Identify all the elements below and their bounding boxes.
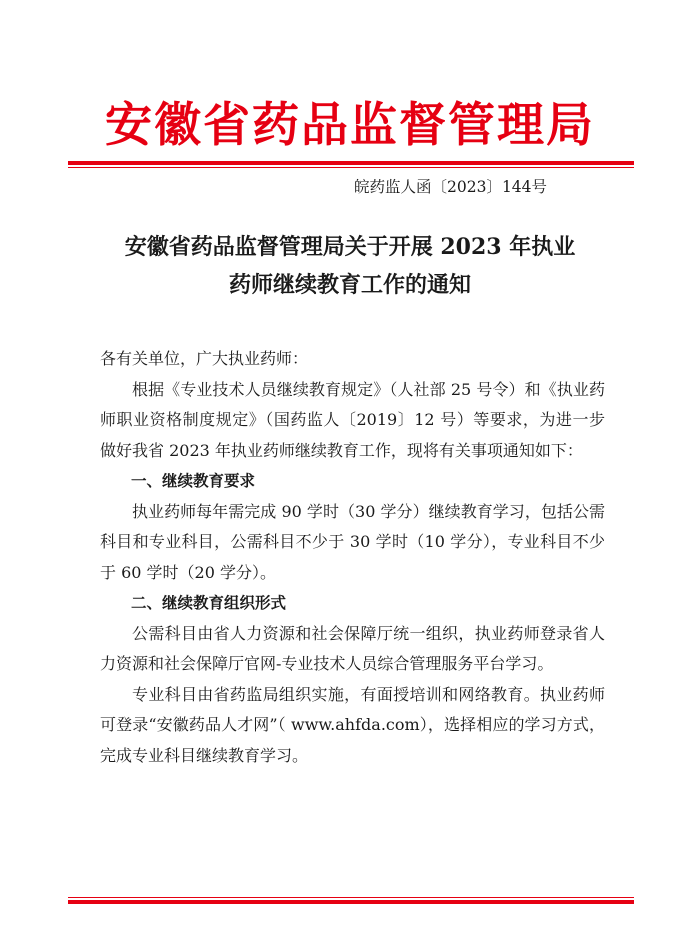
section-2-paragraph-1: 公需科目由省人力资源和社会保障厅统一组织，执业药师登录省人力资源和社会保障厅官网-专业技术人员综合管理服务平台学习。 (100, 623, 605, 673)
document-number: 皖药监人函〔2023〕144号 (354, 178, 548, 196)
header-divider-thin (68, 167, 634, 168)
issuing-authority-header: 安徽省药品监督管理局 (105, 98, 595, 153)
section-heading-1: 一、继续教育要求 (131, 472, 256, 490)
document-title-line-2: 药师继续教育工作的通知 (228, 272, 471, 298)
salutation: 各有关单位，广大执业药师： (100, 349, 309, 368)
document-title-line-1: 安徽省药品监督管理局关于开展 2023 年执业 (124, 234, 576, 260)
section-1-paragraph: 执业药师每年需完成 90 学时（30 学分）继续教育学习，包括公需科目和专业科目，公需科目不少于 30 学时（10 学分），专业科目不少于 60 学时（20 学分）。 (100, 501, 605, 582)
section-heading-2: 二、继续教育组织形式 (131, 594, 287, 612)
section-2-paragraph-2: 专业科目由省药监局组织实施，有面授培训和网络教育。执业药师可登录“安徽药品人才网”（ www.ahfda.com），选择相应的学习方式，完成专业科目继续教育学习。 (100, 684, 605, 765)
intro-paragraph: 根据《专业技术人员继续教育规定》（人社部 25 号令）和《执业药师职业资格制度规定》（国药监人〔2019〕12 号）等要求，为进一步做好我省 2023 年执业药师继续教育工作，现将有关事项通知如下： (100, 379, 605, 460)
footer-divider-thick (68, 900, 634, 904)
header-divider-thick (68, 161, 634, 165)
document-title (80, 228, 620, 304)
document-body (100, 344, 605, 771)
footer-divider-thin (68, 897, 634, 898)
